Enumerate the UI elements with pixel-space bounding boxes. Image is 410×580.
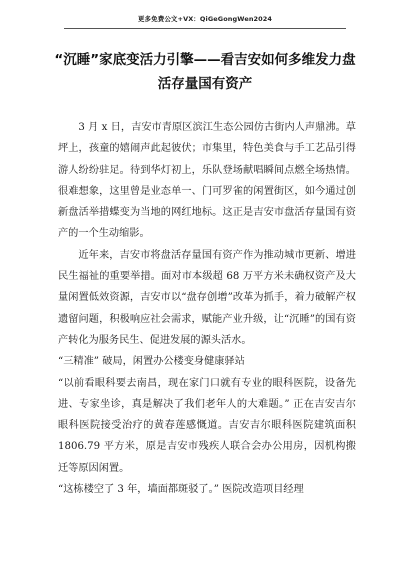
title-line-2: 活存量国有资产 (157, 76, 253, 92)
paragraph: 近年来，吉安市将盘活存量国有资产作为推动城市更新、增进民生福祉的重要举措。面对市本级超 68 万平方米未确权资产及大量闲置低效资源，吉安市以“盘存创增”改革为抓手，着力破解产权遗留问题，积极响应社会需求，赋能产业升级，让“沉睡”的国有资产转化为服务民生、促进发展的源头活水。 (58, 249, 356, 346)
title-line-1: “沉睡”家底变活力引擎——看吉安如何多维发力盘 (54, 52, 356, 68)
paragraph: “以前看眼科要去南昌，现在家门口就有专业的眼科医院，设备先进、专家坐诊，真是解决了我们老年人的大难题。” 正在吉安吉尔眼科医院接受治疗的黄春莲感慨道。吉安吉尔眼科医院建筑面积 1806.79 平方米，原是吉安市残疾人联合会办公用房，因机构搬迁等原因闲置。 (58, 377, 356, 474)
page-header: 更多免费公文+VX：QiGeGongWen2024 (137, 15, 273, 23)
document-title (40, 48, 370, 96)
section-heading: “三精准” 破局，闲置办公楼变身健康驿站 (58, 356, 245, 368)
paragraph: 3 月 x 日，吉安市青原区滨江生态公园仿古街内人声鼎沸。草坪上，孩童的嬉闹声此起彼伏；市集里，特色美食与手工艺品引得游人纷纷驻足。待到华灯初上，乐队登场献唱瞬间点燃全场热情。很难想象，这里曾是业态单一、门可罗雀的闲置街区，如今通过创新盘活举措蝶变为当地的网红地标。这正是吉安市盘活存量国有资产的一个生动缩影。 (58, 122, 356, 240)
paragraph: “这栋楼空了 3 年，墙面都斑驳了。” 医院改造项目经理 (58, 484, 304, 496)
document-body (58, 117, 356, 500)
header-divider (64, 28, 346, 29)
